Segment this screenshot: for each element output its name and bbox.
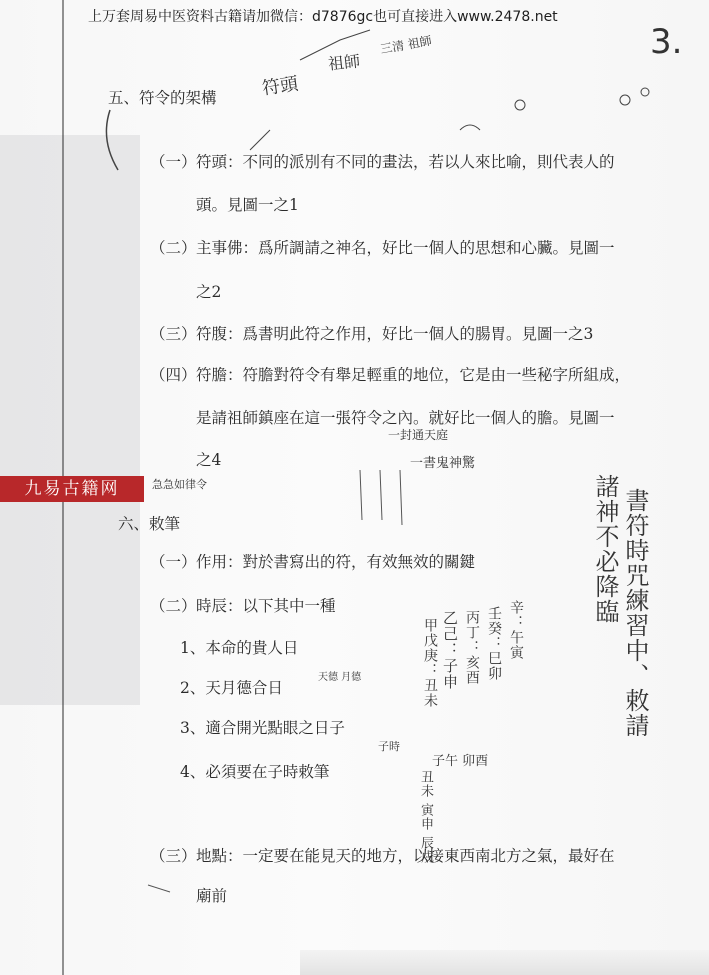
handwritten-note: 子時 (378, 740, 400, 753)
handwritten-note: 一封通天庭 (388, 428, 449, 442)
item-text: 主事佛：爲所調請之神名，好比一個人的思想和心臟。見圖一 (196, 239, 615, 257)
item-label: （一） (150, 153, 197, 171)
handwritten-vertical: 壬癸：巳卯 (486, 606, 502, 681)
sub-item: 3、適合開光點眼之日子 (180, 719, 345, 737)
site-logo: 九易古籍网 (0, 476, 144, 502)
item-text: 符腹：爲書明此符之作用，好比一個人的腸胃。見圖一之3 (196, 325, 594, 343)
section5-heading: 五、符令的架構 (108, 89, 217, 107)
handwritten-note: 三清 祖師 (379, 33, 433, 57)
item-text: 之2 (196, 283, 222, 301)
watermark-text: 上万套周易中医资料古籍请加微信：d7876gc也可直接进入www.2478.net (88, 9, 558, 25)
item-label: （三） (150, 847, 197, 865)
sub-item: 1、本命的貴人日 (180, 639, 299, 657)
item-text: 之4 (196, 451, 222, 469)
handwritten-vertical: 辛：午寅 (508, 600, 524, 660)
item-text: 作用：對於書寫出的符，有效無效的關鍵 (196, 553, 476, 571)
handwritten-vertical: 諸神不必降臨 (591, 474, 619, 624)
handwritten-vertical: 丙丁：亥酉 (464, 610, 480, 685)
item-text: 是請祖師鎮座在這一張符令之內。就好比一個人的膽。見圖一 (196, 409, 615, 427)
handwritten-vertical: 丑未 寅申 辰戌 (418, 770, 433, 865)
item-label: （三） (150, 325, 197, 343)
handwritten-note: 急急如律令 (152, 478, 207, 491)
handwritten-note: 一書鬼神驚 (410, 456, 476, 471)
sub-item: 4、必須要在子時敕筆 (180, 763, 330, 781)
item-text: 頭。見圖一之1 (196, 196, 299, 214)
handwritten-note: 符頭 (260, 73, 300, 100)
handwritten-note: 天德 月德 (318, 672, 362, 683)
item-label: （二） (150, 597, 197, 615)
handwritten-vertical: 乙己：子申 (441, 610, 459, 690)
item-text: 符膽：符膽對符令有舉足輕重的地位，它是由一些秘字所組成， (196, 366, 631, 384)
page-edge (300, 950, 709, 975)
handwritten-vertical: 甲戊庚：丑未 (422, 618, 438, 708)
section6-heading: 六、敕筆 (118, 515, 181, 533)
item-label: （一） (150, 553, 197, 571)
item-text: 時辰：以下其中一種 (196, 597, 336, 615)
item-text: 地點：一定要在能見天的地方，以接東西南北方之氣，最好在 (196, 847, 615, 865)
item-label: （四） (150, 366, 197, 384)
page-number: 3. (650, 22, 683, 62)
sub-item: 2、天月德合日 (180, 679, 283, 697)
handwritten-note: 子午 卯酉 (432, 754, 489, 769)
scan-shadow (0, 135, 140, 705)
handwritten-note: 祖師 (327, 51, 362, 74)
item-label: （二） (150, 239, 197, 257)
item-text: 廟前 (196, 887, 228, 905)
handwritten-vertical: 書符時咒練習中、敕請 (621, 488, 649, 738)
item-text: 符頭：不同的派別有不同的畫法，若以人來比喻，則代表人的 (196, 153, 615, 171)
